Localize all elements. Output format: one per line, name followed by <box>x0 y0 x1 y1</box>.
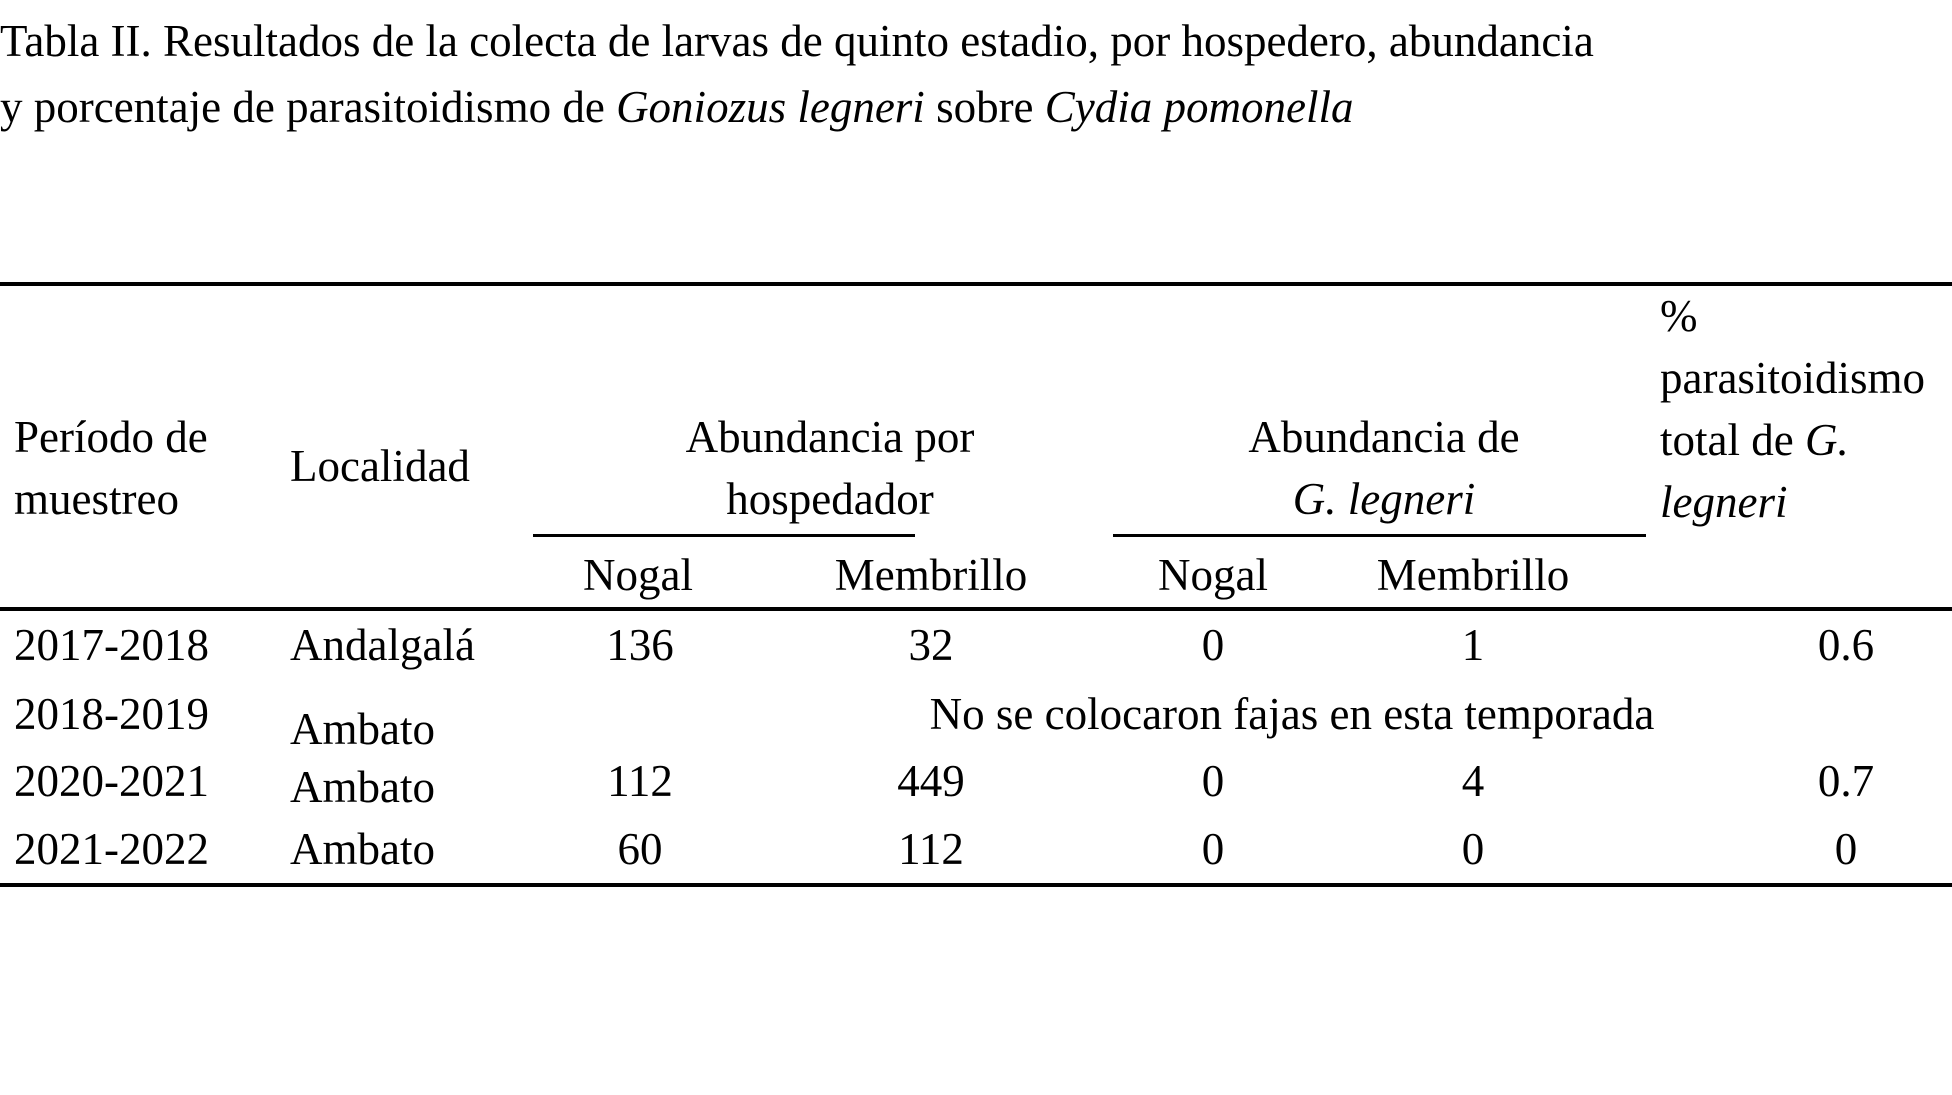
row1-membrillo-g: 1 <box>1461 620 1485 670</box>
row3-membrillo-host: 449 <box>897 756 965 806</box>
row1-localidad: Andalgalá <box>290 620 475 670</box>
row3-membrillo-g: 4 <box>1461 756 1485 806</box>
header-pct-parasitoidismo <box>1660 285 1925 533</box>
row2-localidad: Ambato <box>290 704 435 754</box>
row4-pct: 0 <box>1834 824 1858 874</box>
row4-periodo: 2021-2022 <box>14 824 209 874</box>
row3-pct: 0.7 <box>1817 756 1875 806</box>
caption-line-1: Tabla II. Resultados de la colecta de larvas de quinto estadio, por hospedero, abundancia <box>0 16 1594 66</box>
caption-line-2 <box>0 74 1952 140</box>
header-abundancia-hospedador <box>686 406 975 530</box>
row3-nogal-g: 0 <box>1201 756 1225 806</box>
row4-nogal-host: 60 <box>617 824 663 874</box>
caption-species-goniozus: Goniozus legneri <box>616 82 925 132</box>
header-abund-g-line2: G. legneri <box>1292 474 1476 524</box>
header-abund-g-line1: Abundancia de <box>1248 412 1520 462</box>
table-caption <box>0 8 1952 140</box>
header-periodo <box>14 406 208 530</box>
subheader-membrillo-host: Membrillo <box>834 550 1028 600</box>
header-localidad: Localidad <box>290 441 470 491</box>
row2-note: No se colocaron fajas en esta temporada <box>929 689 1655 739</box>
caption-text: sobre <box>924 82 1045 132</box>
row1-pct: 0.6 <box>1817 620 1875 670</box>
header-pct-line1: % <box>1660 291 1698 341</box>
row4-membrillo-g: 0 <box>1461 824 1485 874</box>
abund-host-subrule <box>533 534 915 537</box>
row1-nogal-host: 136 <box>606 620 674 670</box>
header-pct-line3 <box>1660 409 1925 471</box>
header-abund-host-line2: hospedador <box>726 474 934 524</box>
header-periodo-line2: muestreo <box>14 474 179 524</box>
header-pct-line3-species: G. <box>1804 415 1849 465</box>
header-periodo-line1: Período de <box>14 412 208 462</box>
header-pct-line4: legneri <box>1660 477 1788 527</box>
row2-periodo: 2018-2019 <box>14 689 209 739</box>
subheader-membrillo-g: Membrillo <box>1376 550 1570 600</box>
caption-text: y porcentaje de parasitoidismo de <box>0 82 617 132</box>
row4-localidad: Ambato <box>290 824 435 874</box>
row1-membrillo-host: 32 <box>908 620 954 670</box>
header-pct-line3-text: total de <box>1660 415 1805 465</box>
row3-periodo: 2020-2021 <box>14 756 209 806</box>
subheader-nogal-g: Nogal <box>1158 550 1268 600</box>
row4-nogal-g: 0 <box>1201 824 1225 874</box>
header-bottom-rule <box>0 607 1952 611</box>
subheader-nogal-host: Nogal <box>583 550 693 600</box>
row3-localidad: Ambato <box>290 762 435 812</box>
caption-species-cydia: Cydia pomonella <box>1044 82 1354 132</box>
abund-g-subrule <box>1113 534 1646 537</box>
header-abundancia-g-legneri <box>1248 406 1519 530</box>
header-pct-line2: parasitoidismo <box>1660 353 1925 403</box>
row4-membrillo-host: 112 <box>898 824 964 874</box>
bottom-rule <box>0 883 1952 887</box>
row1-periodo: 2017-2018 <box>14 620 209 670</box>
header-abund-host-line1: Abundancia por <box>685 412 975 462</box>
row1-nogal-g: 0 <box>1201 620 1225 670</box>
row3-nogal-host: 112 <box>607 756 673 806</box>
